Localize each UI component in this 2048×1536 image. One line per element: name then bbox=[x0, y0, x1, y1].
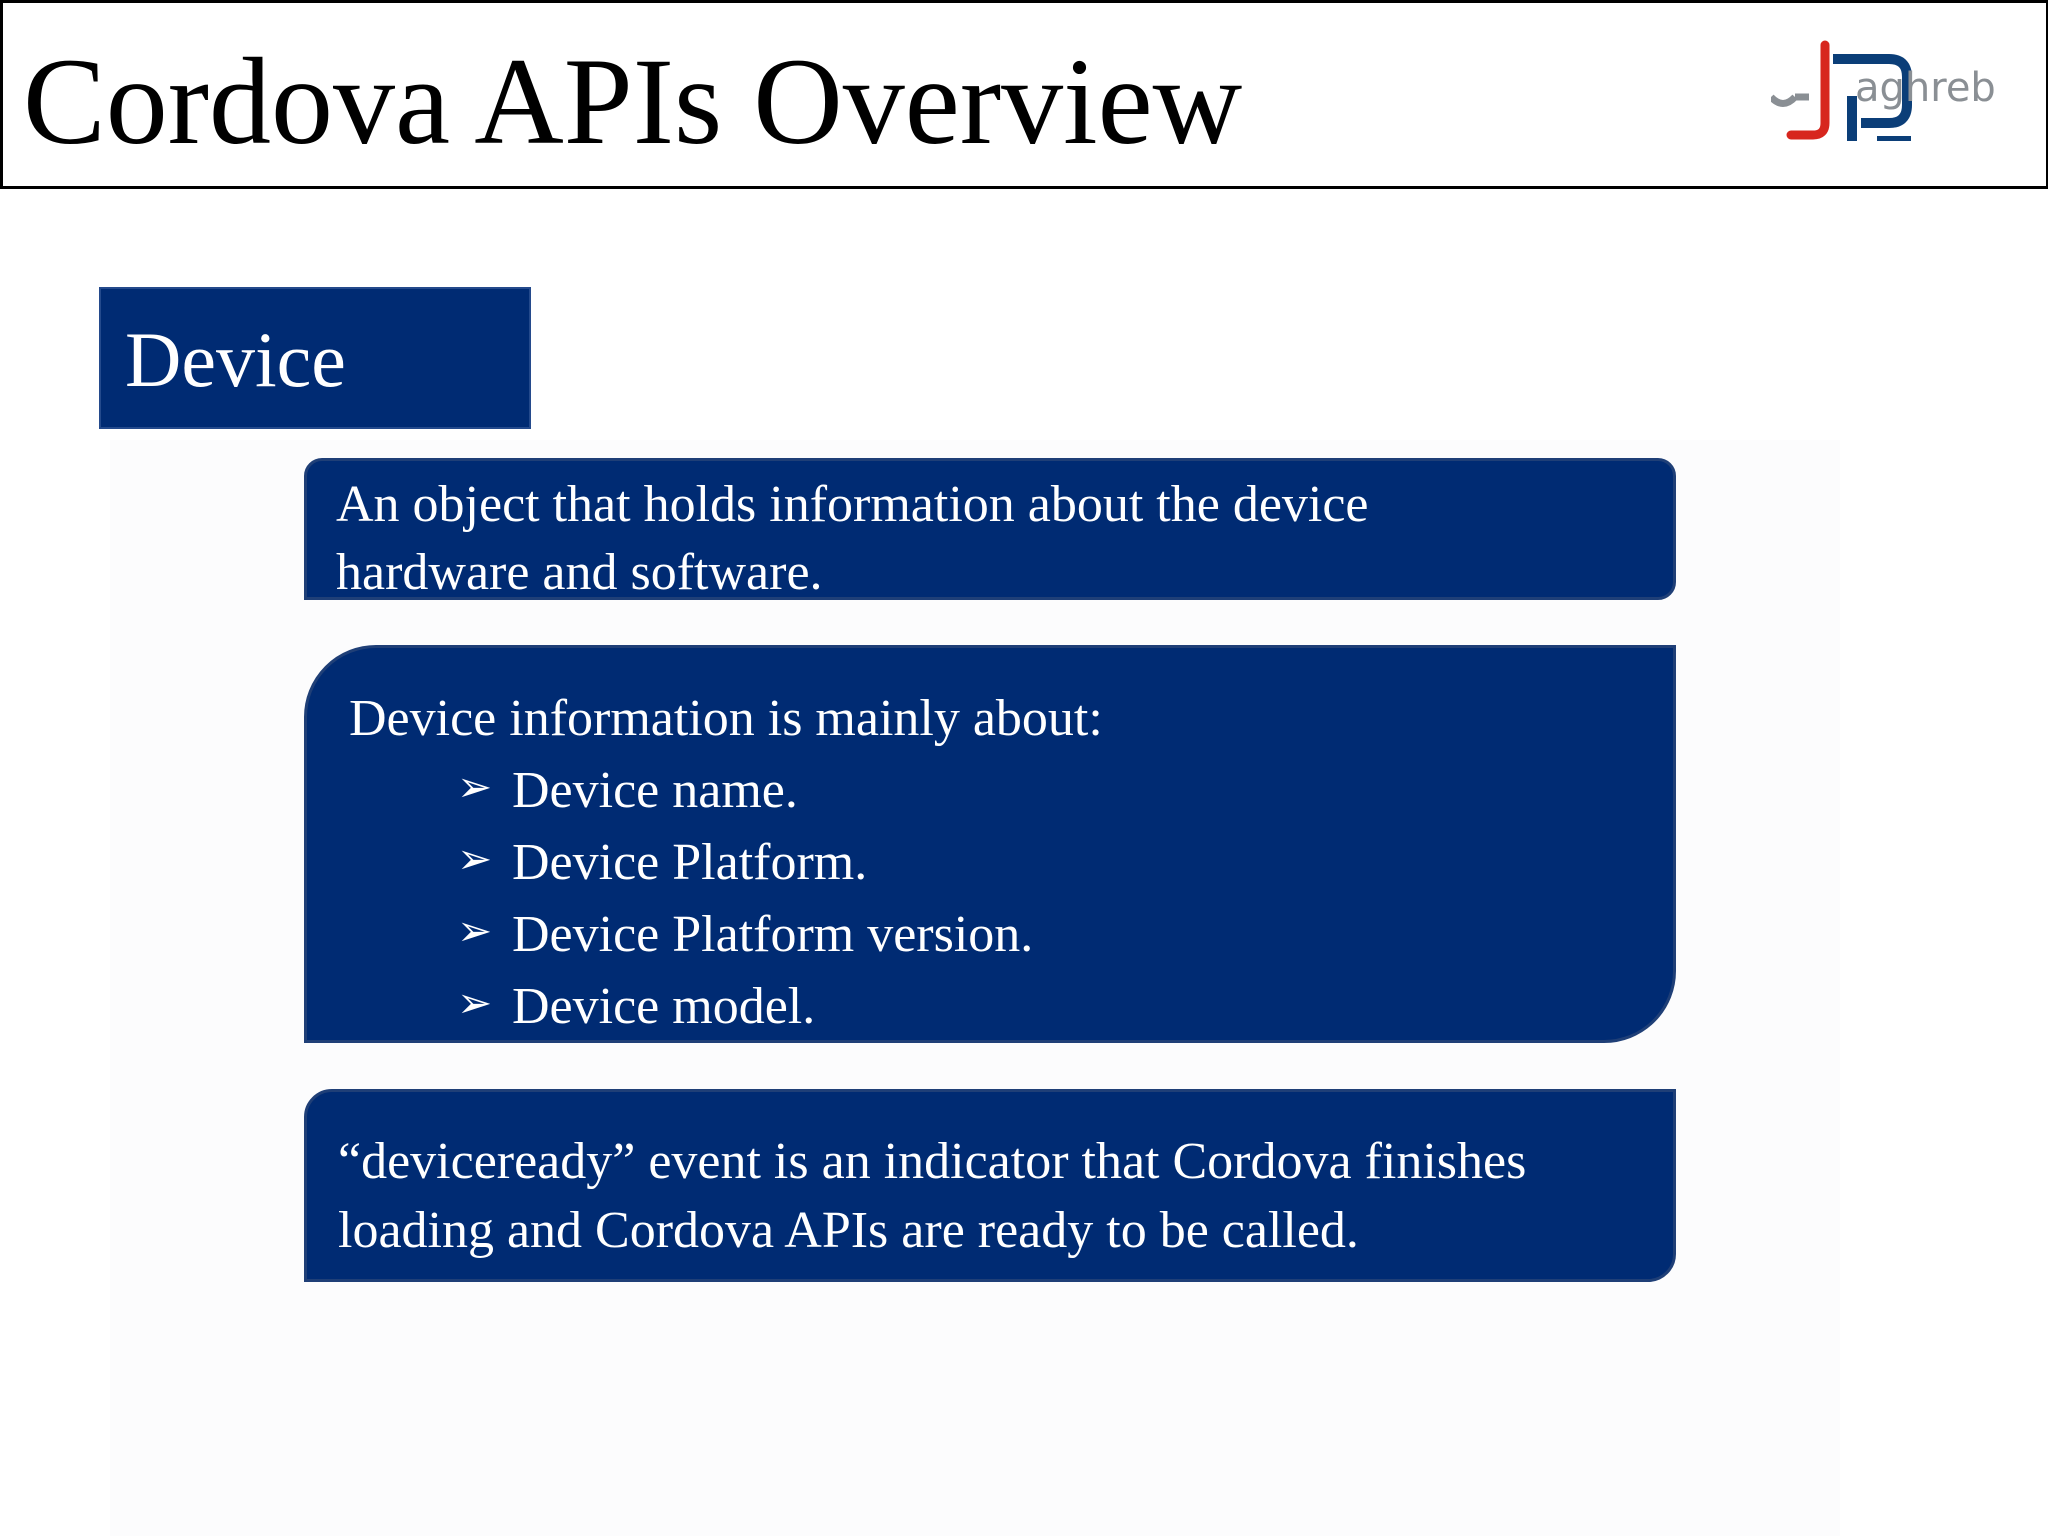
list-item-text: Device name. bbox=[512, 762, 798, 819]
logo-wordmark: aghreb bbox=[1855, 65, 1996, 111]
event-line-1: “deviceready” event is an indicator that Cordova finishes bbox=[338, 1133, 1527, 1190]
brand-logo bbox=[1771, 21, 2021, 141]
arrow-bullet-icon: ➢ bbox=[457, 834, 493, 883]
arrow-bullet-icon: ➢ bbox=[457, 978, 493, 1027]
list-item bbox=[457, 897, 1673, 969]
list-item bbox=[457, 753, 1673, 825]
arrow-bullet-icon: ➢ bbox=[457, 906, 493, 955]
page-title: Cordova APIs Overview bbox=[23, 33, 1243, 170]
deviceready-event-box bbox=[304, 1089, 1676, 1282]
list-item-text: Device Platform version. bbox=[512, 906, 1034, 963]
list-item bbox=[457, 825, 1673, 897]
list-item-text: Device model. bbox=[512, 978, 816, 1035]
arrow-bullet-icon: ➢ bbox=[457, 762, 493, 811]
event-line-2: loading and Cordova APIs are ready to be called. bbox=[338, 1202, 1359, 1259]
list-item bbox=[457, 969, 1673, 1041]
device-definition-box bbox=[304, 458, 1676, 600]
device-information-box bbox=[304, 645, 1676, 1043]
section-label-device: Device bbox=[99, 287, 531, 429]
device-information-list bbox=[349, 753, 1673, 1041]
definition-line-2: hardware and software. bbox=[336, 544, 823, 601]
list-item-text: Device Platform. bbox=[512, 834, 868, 891]
slide-header bbox=[0, 0, 2048, 189]
definition-line-1: An object that holds information about the device bbox=[336, 476, 1369, 533]
device-information-intro: Device information is mainly about: bbox=[349, 690, 1103, 747]
